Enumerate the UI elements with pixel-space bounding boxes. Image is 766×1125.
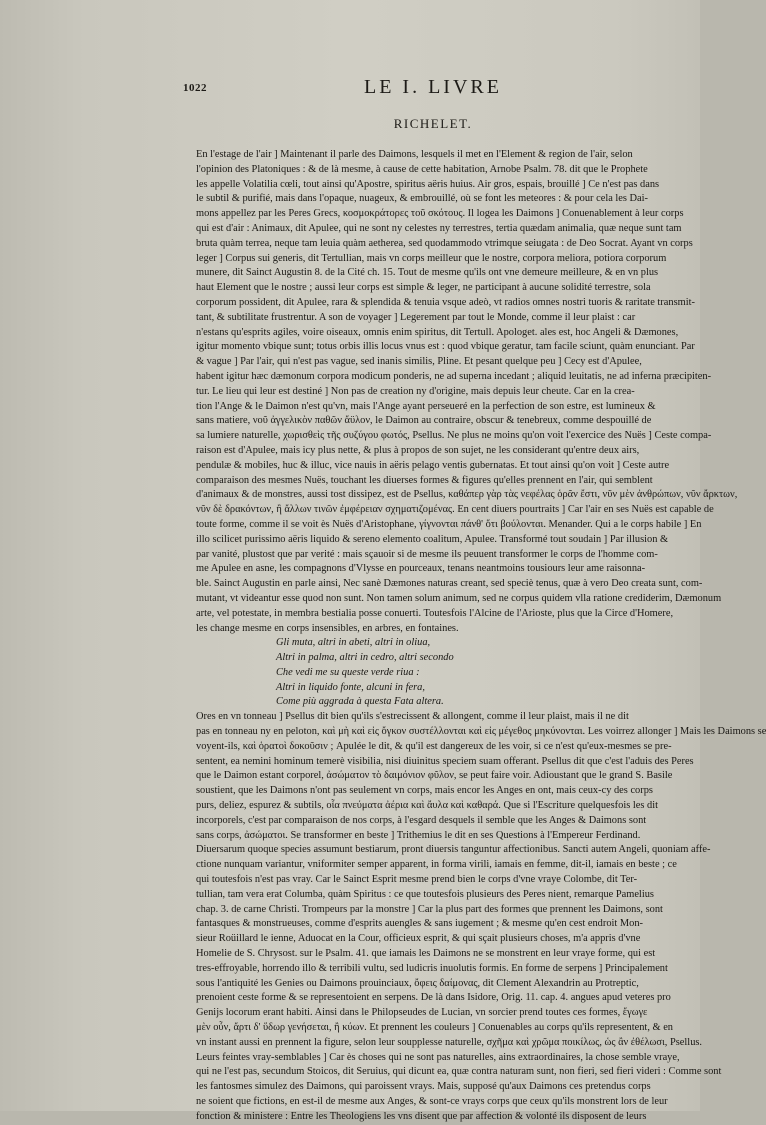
running-title: LE I. LIVRE bbox=[364, 76, 502, 98]
text-line: Homelie de S. Chrysost. sur le Psalm. 41. que iamais les Daimons ne se monstrent en leur vraye forme, qui est bbox=[196, 948, 656, 960]
text-line: pendulæ & mobiles, huc & illuc, vice nauis in aëris pelago ventis gubernatas. Et tout ainsi qu'on voit ] Ceste autre bbox=[196, 459, 670, 471]
text-line: νῦν δὲ δρακόντων, ἢ ἄλλων τινῶν ἐμφέρειαν σχηματιζομένας. En cent diuers pourtraits ] Car l'air en ses Nuës est capable de bbox=[196, 504, 714, 516]
text-line: chap. 3. de carne Christi. Trompeurs par la monstre ] Car la plus part des formes que prennent les Daimons, sont bbox=[196, 903, 663, 915]
text-line: Genijs locorum erant habiti. Ainsi dans le Philopseudes de Lucian, vn sorcier prend toutes ces formes, ἔγωγε bbox=[196, 1007, 648, 1019]
text-line: haut Element que le nostre ; aussi leur corps est simple & leger, ne participant à aucune solidité terrestre, sola bbox=[196, 282, 651, 294]
text-line: sous l'antiquité les Genies ou Daimons prouinciaux, ὄφεις δαίμονας, dit Clement Alexandrin au Protreptic, bbox=[196, 977, 639, 989]
text-line: tullian, tam vera erat Columba, quàm Spiritus : ce que toutesfois plusieurs des Peres nient, remarque Pamelius bbox=[196, 888, 654, 900]
text-line: mons appellez par les Peres Grecs, κοσμοκράτορες τοῦ σκότους. Il logea les Daimons ] Conuenablement à leur corps bbox=[196, 208, 684, 220]
text-line: par vanité, plustost que par verité : mais sçauoir si de mesme ils peuuent transformer le corps de l'homme com- bbox=[196, 548, 658, 560]
verse-line: Come più aggrada à questa Fata altera. bbox=[276, 696, 444, 708]
verse-line: Altri in liquido fonte, alcuni in fera, bbox=[276, 681, 425, 693]
text-line: tion l'Ange & le Daimon n'est qu'vn, mais l'Ange ayant perseueré en la perfection de son estre, est lumineux & bbox=[196, 400, 656, 412]
page-number: 1022 bbox=[183, 82, 207, 94]
text-line: ctione nunquam variantur, vniformiter semper apparent, in forma virili, iamais en femme, dit-il, iamais en beste ; ce bbox=[196, 859, 677, 871]
text-line: qui toutesfois n'est pas vray. Car le Sainct Esprit mesme prend bien le corps d'vne vraye Colombe, dit Ter- bbox=[196, 874, 638, 886]
page-header bbox=[183, 76, 683, 98]
text-line: les fantosmes simulez des Daimons, qui paroissent vrays. Mais, supposé qu'aux Daimons ces pretendus corps bbox=[196, 1081, 651, 1093]
text-line: Leurs feintes vray-semblables ] Car ès choses qui ne sont pas naturelles, ains extraordinaires, la chose semble vraye, bbox=[196, 1051, 680, 1063]
text-line: qui ne l'est pas, secundum Stoicos, dit Seruius, qui dicunt ea, quæ contra naturam sunt, non fieri, sed fieri videri : Comme sont bbox=[196, 1066, 722, 1078]
text-line: bruta quàm terrea, neque tam leuia quàm aetherea, sed quodammodo vtrimque seiugata : de Deo Socrat. Ayant vn corps bbox=[196, 237, 693, 249]
text-line: que le Daimon estant corporel, ἀσώματον τὸ δαιμόνιον φῦλον, se peut faire voir. Adioustant que le grand S. Basile bbox=[196, 770, 673, 782]
text-line: habent igitur hæc dæmonum corpora modicum ponderis, ne ad superna incedant ; aliquid leuitatis, ne ad inferna præcipiten- bbox=[196, 370, 712, 382]
text-line: comparaison des mesmes Nuës, touchant les diuerses formes & figures qu'elles prennent en l'air, qui semblent bbox=[196, 474, 653, 486]
text-line: ble. Sainct Augustin en parle ainsi, Nec sanè Dæmones naturas creant, sed speciè tenus, quæ à vero Deo creata sunt, com- bbox=[196, 578, 703, 590]
text-line: sentent, ea nemini hominum temerè visibilia, nisi diuinitus speciem suam offerant. Psellus dit que c'est l'aduis des Peres bbox=[196, 755, 694, 767]
verse-line: Altri in palma, altri in cedro, altri secondo bbox=[276, 652, 454, 664]
text-line: voyent-ils, καὶ ὁρατοὶ δοκοῦσιν ; Apulée le dit, & qu'il est dangereux de les voir, si ce n'est qu'eux-mesmes se pre- bbox=[196, 740, 672, 752]
text-line: illo scilicet purissimo aëris liquido & sereno elemento coalitum, Apulee. Transformé tout soudain ] Par illusion & bbox=[196, 533, 669, 545]
text-line: En l'estage de l'air ] Maintenant il parle des Daimons, lesquels il met en l'Element & region de l'air, selon bbox=[196, 149, 633, 160]
text-line: sa lumiere naturelle, χωρισθεὶς τῆς συζύγου φωτός, Psellus. Ne plus ne moins qu'on voit l'exercice des Nuës ] Ceste compa- bbox=[196, 430, 712, 442]
text-line: tur. Le lieu qui leur est destiné ] Non pas de creation ny d'origine, mais depuis leur cheute. Car en la crea- bbox=[196, 385, 635, 397]
text-line: me Apulee en asne, les compagnons d'Vlysse en pourceaux, tenans neantmoins tousiours leur ame raisonna- bbox=[196, 563, 646, 575]
text-line: leger ] Corpus sui generis, dit Tertullian, mais vn corps meilleur que le nostre, corpora meliora, potiora corporum bbox=[196, 252, 667, 264]
text-line: les appelle Volatilia cœli, tout ainsi qu'Apostre, spiritus aëris huius. Air gros, espais, brouillé ] Ce n'est pas dans bbox=[196, 178, 660, 190]
text-line: les change mesme en corps insensibles, en arbres, en fontaines. bbox=[196, 622, 459, 634]
text-line: l'opinion des Platoniques : & de là mesme, à cause de cette habitation, Arnobe Psalm. 78. dit que le Prophete bbox=[196, 163, 648, 175]
verse-line: Gli muta, altri in abeti, altri in oliua, bbox=[276, 637, 431, 649]
text-line: sans matiere, νοῦ ἀγγελικὸν παθῶν ἄϋλον, le Daimon au contraire, obscur & tenebreux, comme despouillé de bbox=[196, 415, 652, 427]
text-line: & vague ] Par l'air, qui n'est pas vague, sed inanis similis, Pline. Et pesant quelque peu ] Cecy est d'Apulee, bbox=[196, 356, 642, 368]
section-heading: RICHELET. bbox=[393, 116, 473, 131]
text-line: μὲν οὖν, ἄρτι δ' ὕδωρ γενήσεται, ἢ κύων. Et prennent les couleurs ] Conuenables au corps qu'ils representent, & en bbox=[196, 1022, 674, 1034]
text-line: Diuersarum quoque species assumunt bestiarum, pront diuersis tanguntur affectionibus. Sancti autem Angeli, quoniam affe- bbox=[196, 844, 711, 856]
text-line: sieur Roüillard le ienne, Aduocat en la Cour, officieux esprit, & qui sçait plusieurs choses, m'a appris d'vne bbox=[196, 933, 641, 945]
text-line: Ores en vn tonneau ] Psellus dit bien qu'ils s'estrecissent & allongent, comme il leur plaist, mais il ne dit bbox=[196, 711, 629, 723]
text-line: tant, & subtilitate frustrentur. A son de voyager ] Legerement par tout le Monde, comme il leur plaist : car bbox=[196, 311, 636, 323]
text-line: ne soient que fictions, en est-il de mesme aux Anges, & sont-ce vrays corps que ceux qu'ils monstrent lors de leur bbox=[196, 1096, 668, 1107]
text-line: raison est d'Apulee, mais icy plus nette, & plus à propos de son sujet, ne les considerant qu'entre deux airs, bbox=[196, 444, 640, 456]
text-line: igitur momento vbique sunt; totus orbis illis locus vnus est : quod vbique geratur, tam facile sciunt, quàm enunciant. Par bbox=[196, 341, 695, 353]
text-line: munere, dit Sainct Augustin 8. de la Cité ch. 15. Tout de mesme qu'ils ont vne demeure meilleure, & en vn plus bbox=[196, 267, 659, 279]
text-line: qui est d'air : Animaux, dit Apulee, qui ne sont ny celestes ny terrestres, tertia quædam animalia, quæ neque sunt tam bbox=[196, 222, 682, 234]
text-line: prenoient ceste forme & se representoient en serpens. De là dans Isidore, Orig. 11. cap. 4. angues apud veteres pro bbox=[196, 992, 671, 1004]
text-line: tres-effroyable, horrendo illo & terribili vultu, sed ludicris inuolutis formis. En forme de serpens ] Principalement bbox=[196, 962, 668, 974]
text-line: fonction & ministere : Entre les Theologiens les vns disent que par affection & volonté ils disposent de leurs bbox=[196, 1110, 647, 1122]
text-line: vn instant aussi en prennent la figure, selon leur soupplesse naturelle, σχῆμα καὶ χρῶμα ποικίλως, ὡς ἂν ἐθέλωσι, Psellus. bbox=[196, 1036, 703, 1048]
text-line: sans corps, ἀσώματοι. Se transformer en beste ] Trithemius le dit en ses Questions à l'Empereur Ferdinand. bbox=[196, 829, 641, 841]
text-line: d'animaux & de monstres, aussi tost dissipez, est de Psellus, καθάπερ γὰρ τὰς νεφέλας ὁρᾶν ἔστι, νῦν μὲν ἀνθρώπων, νῦν ἄρκτων, bbox=[196, 489, 738, 501]
text-line: purs, deliez, espurez & subtils, οἷα πνεύματα ἀέρια καὶ ἄυλα καὶ καθαρά. Que si l'Escriture quelquesfois les dit bbox=[196, 800, 658, 812]
text-line: soustient, que les Daimons n'ont pas seulement vn corps, mais encor les Anges en ont, mais ceux-cy des corps bbox=[196, 785, 653, 797]
text-line: corporum possident, dit Apulee, rara & splendida & tenuia vsque adeò, vt radios omnes nostri tuoris & raritate transmit- bbox=[196, 296, 695, 308]
verse-line: Che vedi me su queste verde riua : bbox=[276, 666, 420, 678]
text-line: le subtil & purifié, mais dans l'opaque, nuageux, & embrouillé, où se font les meteores : & pour cela les Dai- bbox=[196, 193, 649, 205]
text-line: toute forme, comme il se voit ès Nuës d'Aristophane, γίγνονται πάνθ' ὅτι βούλονται. Menander. Qui a le corps habile ] En bbox=[196, 518, 702, 530]
text-line: arte, vel potestate, in membra bestialia posse conuerti. Toutesfois l'Alcine de l'Arioste, plus que la Circe d'Homere, bbox=[196, 607, 674, 619]
text-line: n'estans qu'esprits agiles, voire oiseaux, omnis enim spiritus, dit Tertull. Apologet. ales est, hoc Angeli & Dæmones, bbox=[196, 326, 679, 338]
text-line: pas en tonneau ny en peloton, καὶ μὴ καὶ εἰς ὄγκον συστέλλονται καὶ εἰς μέγεθος μηκύνονται. Les voirrez allonger ] Mais les Daimons se bbox=[196, 726, 766, 738]
text-line: mutant, vt videantur esse quod non sunt. Non tamen solum animum, sed ne corpus quidem vlla ratione crediderim, Dæmonum bbox=[196, 592, 722, 604]
commentary-body bbox=[196, 148, 766, 1122]
text-line: fantasques & monstrueuses, comme d'esprits auengles & sans iugement ; & mesme qu'en cest endroit Mon- bbox=[196, 918, 643, 930]
text-line: incorporels, c'est par comparaison de nos corps, à l'esgard desquels il semble que les Anges & Daimons sont bbox=[196, 814, 647, 826]
